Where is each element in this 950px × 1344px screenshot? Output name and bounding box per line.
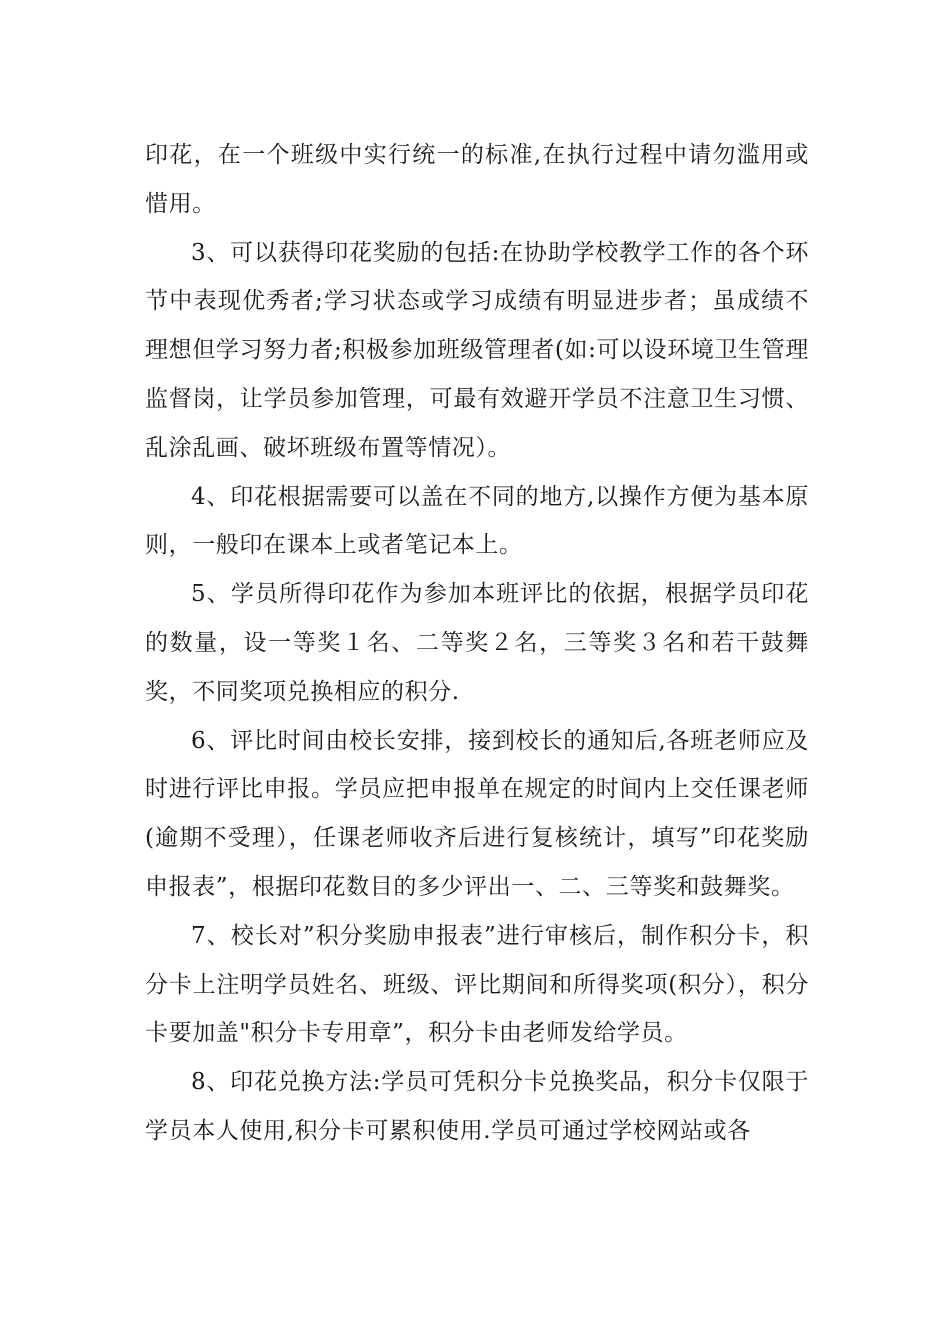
document-body (145, 131, 809, 1156)
paragraph-item-8: 8、印花兑换方法:学员可凭积分卡兑换奖品，积分卡仅限于学员本人使用,积分卡可累积使用.学员可通过学校网站或各 (145, 1069, 809, 1144)
paragraph-continuation: 印花，在一个班级中实行统一的标准,在执行过程中请勿滥用或惜用。 (145, 142, 809, 217)
paragraph-item-7: 7、校长对”积分奖励申报表”进行审核后，制作积分卡，积分卡上注明学员姓名、班级、评比期间和所得奖项(积分），积分卡要加盖"积分卡专用章”，积分卡由老师发给学员。 (145, 922, 809, 1047)
paragraph-item-4: 4、印花根据需要可以盖在不同的地方,以操作方便为基本原则，一般印在课本上或者笔记本上。 (145, 483, 809, 559)
paragraph-item-5: 5、学员所得印花作为参加本班评比的依据，根据学员印花的数量，设一等奖１名、二等奖２名，三等奖３名和若干鼓舞奖，不同奖项兑换相应的积分. (145, 581, 809, 705)
paragraph-item-6: 6、评比时间由校长安排，接到校长的通知后,各班老师应及时进行评比申报。学员应把申报单在规定的时间内上交任课老师(逾期不受理），任课老师收齐后进行复核统计，填写”印花奖励申报表”，根据印花数目的多少评出一、二、三等奖和鼓舞奖。 (145, 727, 809, 900)
paragraph-item-3: 3、可以获得印花奖励的包括:在协助学校教学工作的各个环节中表现优秀者;学习状态或学习成绩有明显进步者；虽成绩不理想但学习努力者;积极参加班级管理者(如:可以设环境卫生管理监督岗，让学员参加管理，可最有效避开学员不注意卫生习惯、乱涂乱画、破坏班级布置等情况）。 (145, 239, 809, 461)
